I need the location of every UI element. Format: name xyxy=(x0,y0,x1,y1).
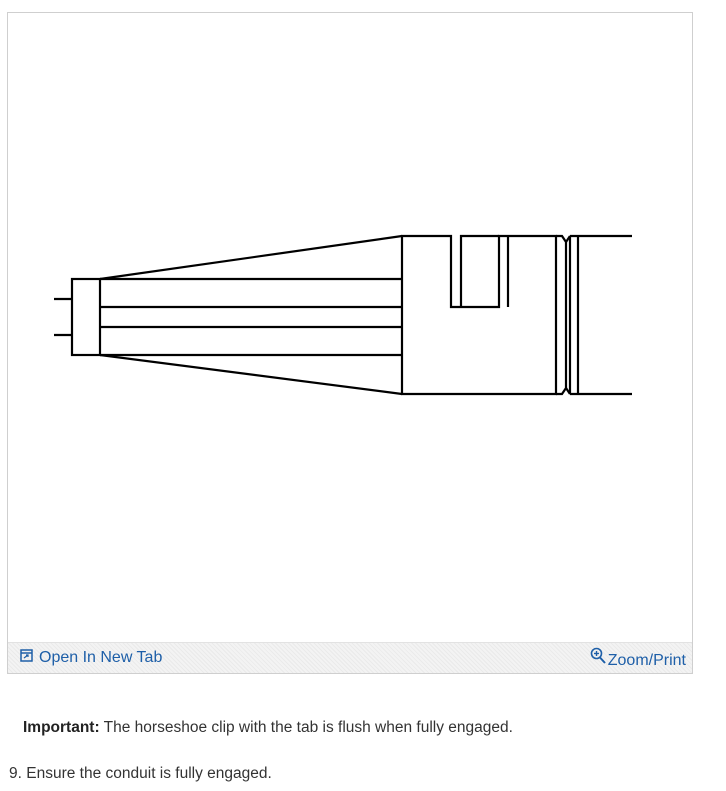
open-in-new-tab-icon xyxy=(20,649,33,667)
zoom-print-label: Zoom/Print xyxy=(607,651,686,669)
important-label: Important: xyxy=(23,719,100,736)
step-text: Ensure the conduit is fully engaged. xyxy=(21,765,272,782)
important-note xyxy=(23,719,513,737)
magnifier-plus-icon xyxy=(590,647,606,670)
open-in-new-tab-label: Open In New Tab xyxy=(39,649,163,666)
figure-container xyxy=(7,12,693,674)
figure-toolbar xyxy=(8,642,692,673)
open-in-new-tab-link[interactable] xyxy=(20,649,162,667)
procedure-step xyxy=(9,765,272,783)
step-number: 9. xyxy=(9,765,22,782)
zoom-print-link[interactable] xyxy=(590,647,686,670)
conduit-connector-diagram xyxy=(8,13,692,643)
important-text: The horseshoe clip with the tab is flush when fully engaged. xyxy=(99,719,513,736)
